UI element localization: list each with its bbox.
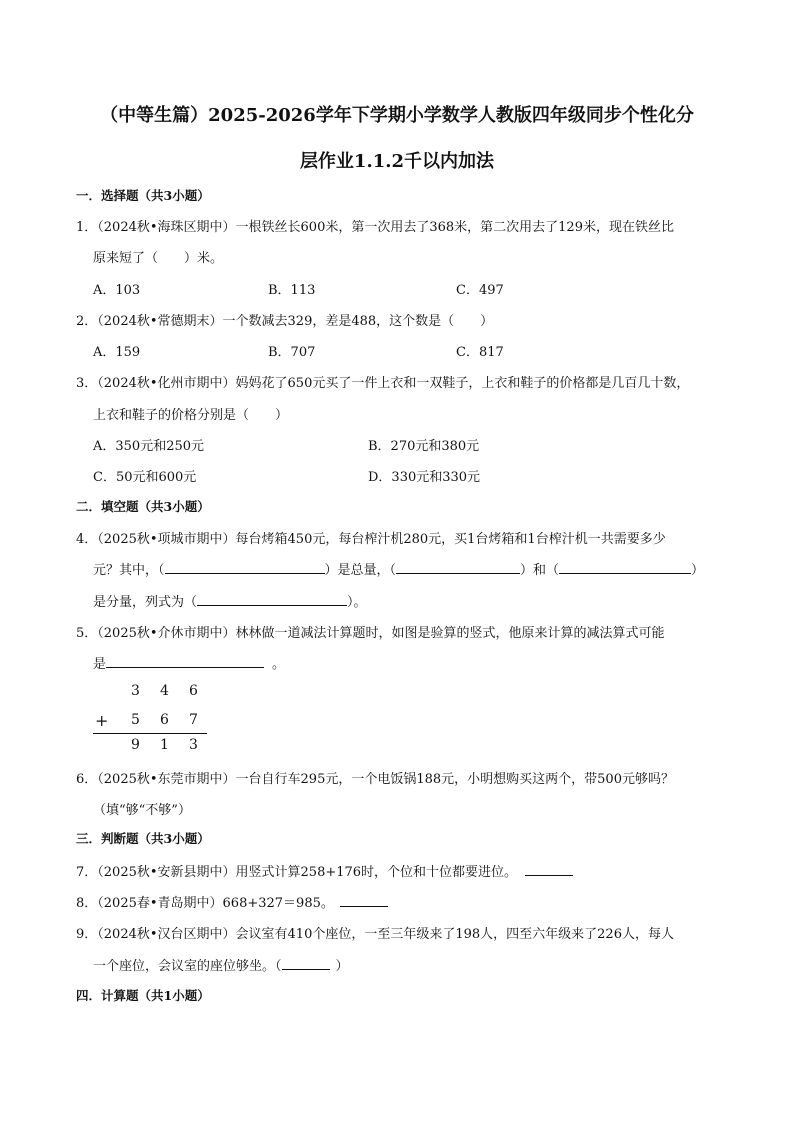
answer-blank-q8[interactable] — [340, 892, 388, 907]
page-title-line-2: 层作业1.1.2千以内加法 — [299, 151, 495, 172]
question-2-text: 2．（2024秋•常德期末）一个数减去329，差是488，这个数是（ ） — [76, 314, 494, 329]
question-7-body: 7．（2025秋•安新县期中）用竖式计算258+176时，个位和十位都要进位。 — [76, 865, 518, 880]
digit-r3-ones: 3 — [189, 737, 198, 753]
question-3-text: 3．（2024秋•化州市期中）妈妈花了650元买了一件上衣和一双鞋子，上衣和鞋子的价格都是几百几十数， — [76, 376, 690, 391]
digit-r2-hundreds: 5 — [131, 712, 140, 728]
question-4-text-cont — [93, 559, 704, 578]
question-9-text-cont — [93, 955, 349, 974]
answer-blank-part-1[interactable] — [396, 559, 520, 574]
sum-line — [93, 733, 207, 734]
question-3-option-b: B．270元和380元 — [368, 439, 480, 454]
question-4-part-3: ）和（ — [520, 563, 560, 578]
answer-blank-q7[interactable] — [525, 861, 573, 876]
question-1-text-cont: 原来短了（ ）米。 — [93, 251, 224, 266]
question-9-part-2: ） — [335, 959, 349, 974]
digit-r1-hundreds: 3 — [131, 683, 140, 699]
digit-r1-tens: 4 — [160, 683, 169, 699]
question-3-option-a: A．350元和250元 — [93, 439, 205, 454]
section-heading-fill: 二．填空题（共3小题） — [76, 499, 210, 514]
question-1-option-b: B．113 — [268, 283, 316, 298]
question-6-text-cont: （填“够“不够”） — [93, 803, 191, 818]
question-4-part-2: ）是总量，（ — [324, 563, 397, 578]
question-7-text — [76, 861, 573, 880]
answer-blank-total[interactable] — [165, 559, 325, 574]
page-title-line-1: （中等生篇）2025-2026学年下学期小学数学人教版四年级同步个性化分 — [100, 105, 694, 126]
digit-r1-ones: 6 — [189, 683, 198, 699]
question-4-part-6: ）。 — [347, 595, 367, 610]
question-5-part-1: 是 — [93, 657, 107, 672]
question-8-text — [76, 892, 388, 911]
answer-blank-part-2[interactable] — [559, 559, 691, 574]
section-heading-judge: 三．判断题（共3小题） — [76, 831, 210, 846]
question-3-text-cont: 上衣和鞋子的价格分别是（ ） — [93, 408, 289, 423]
digit-r3-hundreds: 9 — [131, 737, 140, 753]
question-2-option-a: A．159 — [93, 345, 141, 360]
question-1-option-c: C．497 — [456, 283, 504, 298]
question-4-part-1: 元？其中，（ — [93, 563, 165, 578]
question-9-text: 9．（2024秋•汉台区期中）会议室有410个座位，一至三年级来了198人，四至六年级来了226人，每人 — [76, 927, 674, 942]
section-heading-choice: 一．选择题（共3小题） — [76, 188, 210, 203]
question-4-part-5: 是分量，列式为（ — [93, 595, 198, 610]
question-3-option-c: C．50元和600元 — [93, 470, 197, 485]
question-1-option-a: A．103 — [93, 283, 141, 298]
question-9-part-1: 一个座位，会议室的座位够坐。（ — [93, 959, 282, 974]
section-heading-calc: 四．计算题（共1小题） — [76, 988, 210, 1003]
answer-blank-subtraction[interactable] — [106, 653, 264, 668]
question-2-option-c: C．817 — [456, 345, 504, 360]
question-5-text: 5．（2025秋•介休市期中）林林做一道减法计算题时，如图是验算的竖式，他原来计算的减法算式可能 — [76, 626, 665, 641]
answer-blank-q9[interactable] — [282, 955, 330, 970]
plus-sign: + — [95, 711, 109, 730]
digit-r2-tens: 6 — [160, 712, 169, 728]
answer-blank-expression[interactable] — [197, 591, 347, 606]
question-8-body: 8．（2025春•青岛期中）668+327＝985。 — [76, 896, 334, 911]
question-6-text: 6．（2025秋•东莞市期中）一台自行车295元，一个电饭锅188元，小明想购买这两个，带500元够吗？ — [76, 772, 674, 787]
question-5-text-cont — [93, 653, 285, 672]
question-5-part-2: 。 — [272, 657, 286, 672]
digit-r3-tens: 1 — [160, 737, 169, 753]
question-4-text-cont-2 — [93, 591, 367, 610]
question-2-option-b: B．707 — [268, 345, 316, 360]
question-4-part-4: ） — [691, 563, 705, 578]
digit-r2-ones: 7 — [189, 712, 198, 728]
question-3-option-d: D．330元和330元 — [368, 470, 481, 485]
question-1-text: 1．（2024秋•海珠区期中）一根铁丝长600米，第一次用去了368米，第二次用去了129米，现在铁丝比 — [76, 220, 674, 235]
question-4-text: 4．（2025秋•项城市期中）每台烤箱450元，每台榨汁机280元，买1台烤箱和1台榨汁机一共需要多少 — [76, 532, 666, 547]
